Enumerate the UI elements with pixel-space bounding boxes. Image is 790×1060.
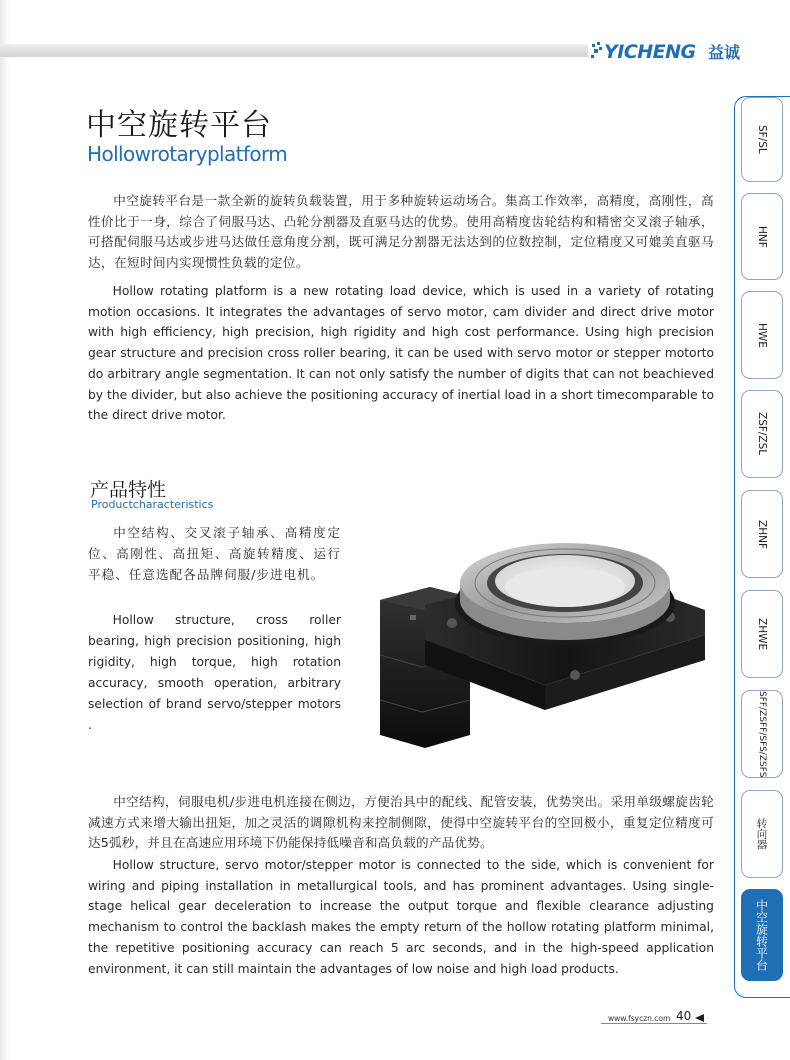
header-band xyxy=(0,44,588,57)
tab-zsf-zsl[interactable]: ZSF/ZSL xyxy=(741,390,783,478)
page-title: 中空旋转平台 xyxy=(86,108,272,143)
brand-name-cn: 益诚 xyxy=(708,43,741,62)
tab-steering-gear[interactable]: 转向器 xyxy=(741,790,783,878)
tab-hollow-rotary-platform[interactable]: 中空旋转平台 xyxy=(741,889,783,981)
footer-divider xyxy=(601,1023,707,1024)
page-arrow-icon xyxy=(693,1009,705,1021)
features-heading: 产品特性 xyxy=(90,479,167,501)
brand-name-en: YICHENG xyxy=(604,41,696,63)
structure-paragraph-en: Hollow structure, servo motor/stepper motor is connected to the side, which is convenient for wiring and piping installation in metallurgical tools, and has prominent advantages. Using single-stage helical gear deceleration to increase the output torque and flexible clearance adjusting mechanism to control the backlash makes the empty return of the hollow rotating platform minimal, the repetitive positioning accuracy can reach 5 arc seconds, and in the high-speed application environment, it can still maintain the advantages of low noise and high load products. xyxy=(88,858,714,976)
structure-paragraph-cn: 中空结构，伺服电机/步进电机连接在侧边，方便治具中的配线、配管安装，优势突出。采用单级螺旋齿轮减速方式来增大输出扭矩，加之灵活的调隙机构来控制侧隙，使得中空旋转平台的空回极小，重复定位精度可达5弧秒，并且在高速应用环境下仍能保持低噪音和高负载的产品优势。 xyxy=(88,794,714,851)
tab-sff-zsff-sfs-zsfs[interactable]: SFF/ZSFF/SFS/ZSFS xyxy=(741,690,783,778)
tab-zhwe[interactable]: ZHWE xyxy=(741,590,783,678)
tab-zhnf[interactable]: ZHNF xyxy=(741,490,783,578)
intro-paragraph-cn: 中空旋转平台是一款全新的旋转负载装置，用于多种旋转运动场合。集高工作效率，高精度，高刚性，高性价比于一身，综合了伺服马达、凸轮分割器及直驱马达的优势。使用高精度齿轮结构和精密交叉滚子轴承，可搭配伺服马达或步进马达做任意角度分割，既可满足分割器无法达到的位数控制，定位精度又可媲美直驱马达，在短时间内实现惯性负载的定位。 xyxy=(88,193,714,271)
tab-hnf[interactable]: HNF xyxy=(741,193,783,280)
page-edge-shadow xyxy=(0,0,10,1060)
intro-paragraph-en: Hollow rotating platform is a new rotating load device, which is used in a variety of rotating motion occasions. It integrates the advantages of servo motor, cam divider and direct drive motor with high efficiency, high precision, high rigidity and high cost performance. Using high precision gear structure and precision cross roller bearing, it can be used with servo motor or stepper motorto do arbitrary angle segmentation. It can not only satisfy the number of digits that can not beachieved by the divider, but also achieve the positioning accuracy of inertial load in a short timecomparable to the direct drive motor. xyxy=(88,284,714,423)
page-subtitle: Hollowrotaryplatform xyxy=(87,142,288,166)
features-text-en: Hollow structure, cross roller bearing, high precision positioning, high rigidity, high torque, high rotation accuracy, smooth operation, arbitrary selection of brand servo/stepper motors . xyxy=(88,613,341,732)
tab-hwe[interactable]: HWE xyxy=(741,291,783,379)
page-number: 40 xyxy=(676,1009,692,1023)
brand-logo xyxy=(590,36,760,66)
features-subheading: Productcharacteristics xyxy=(91,498,214,511)
features-text-cn: 中空结构、交叉滚子轴承、高精度定位、高刚性、高扭矩、高旋转精度、运行平稳、任意选配各品牌伺服/步进电机。 xyxy=(88,525,341,582)
footer-url: www.fsyczn.com xyxy=(608,1014,671,1023)
tab-sf-sl[interactable]: SF/SL xyxy=(741,97,783,182)
product-image xyxy=(370,535,720,750)
